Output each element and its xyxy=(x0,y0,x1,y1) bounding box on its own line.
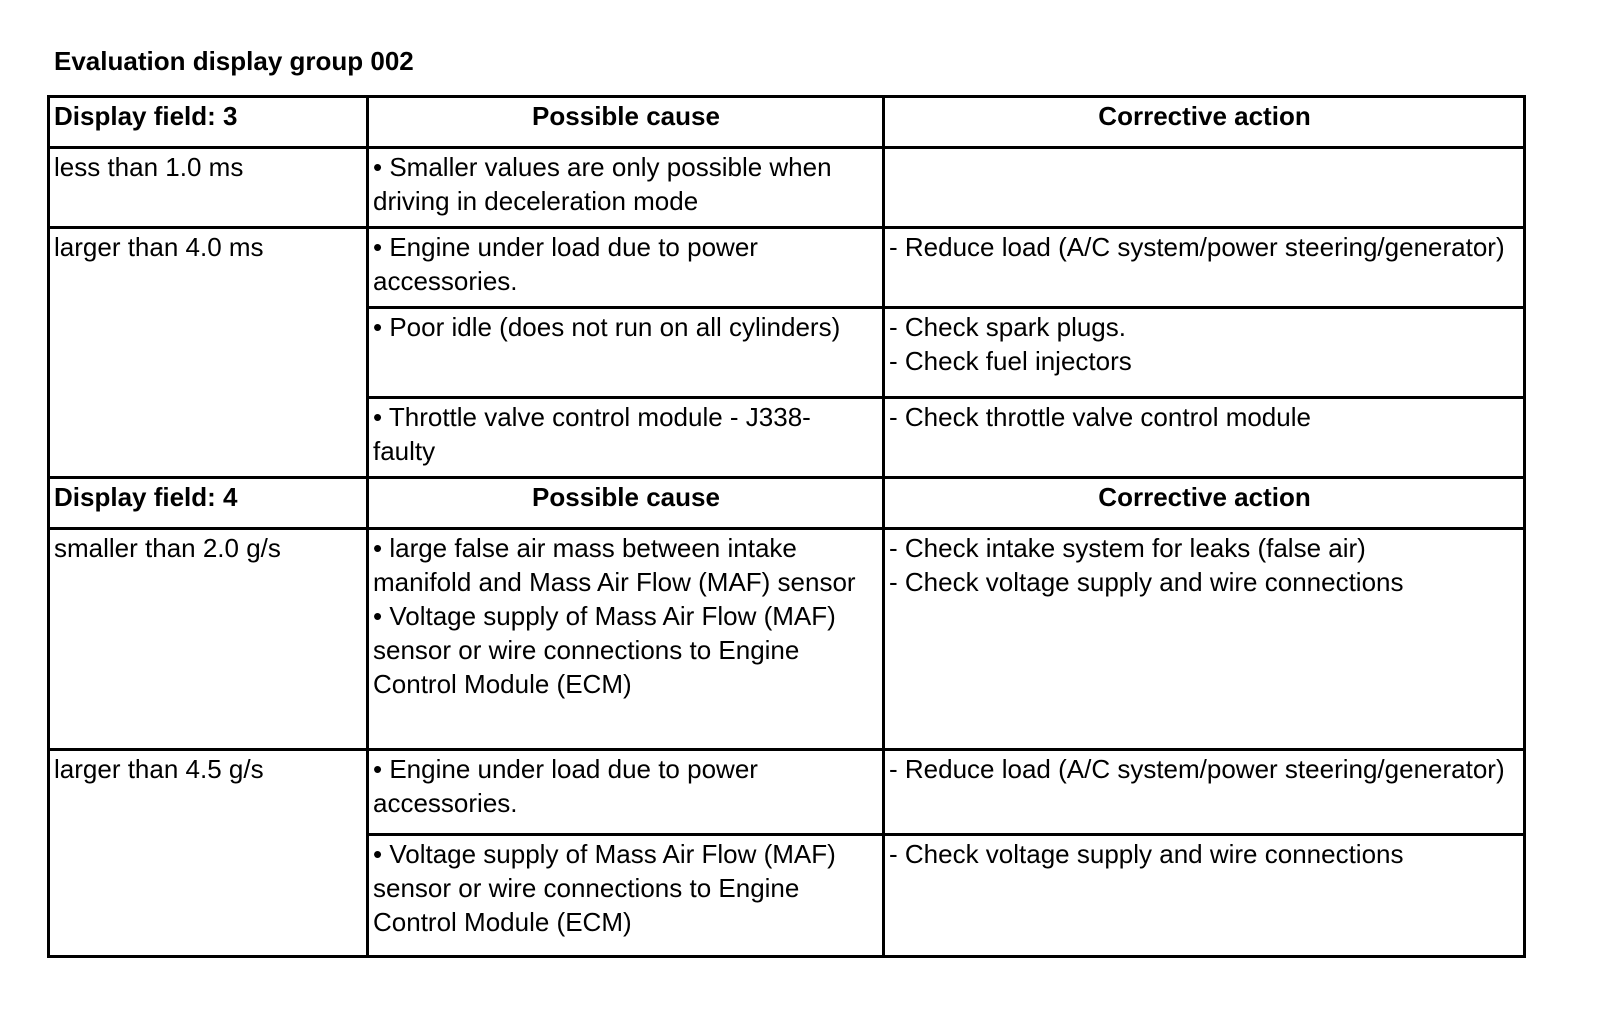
action-cell xyxy=(884,308,1525,398)
action-cell xyxy=(884,148,1525,228)
possible-cause-header: Possible cause xyxy=(368,478,884,529)
cause-line: • Voltage supply of Mass Air Flow (MAF) sensor or wire connections to Engine Control Module (ECM) xyxy=(373,601,844,699)
action-line: - Reduce load (A/C system/power steering/generator) xyxy=(889,754,1505,784)
condition-cell: less than 1.0 ms xyxy=(49,148,368,228)
table-row xyxy=(49,529,1525,750)
evaluation-table xyxy=(47,95,1526,958)
action-line: - Check throttle valve control module xyxy=(889,402,1311,432)
possible-cause-header: Possible cause xyxy=(368,97,884,148)
action-line: - Check voltage supply and wire connections xyxy=(889,839,1404,869)
cause-line: • large false air mass between intake manifold and Mass Air Flow (MAF) sensor xyxy=(373,533,856,597)
action-cell xyxy=(884,228,1525,308)
action-line: - Check spark plugs. xyxy=(889,312,1126,342)
cause-cell: • Poor idle (does not run on all cylinders) xyxy=(368,308,884,398)
condition-cell: larger than 4.5 g/s xyxy=(49,750,368,957)
section-header-row xyxy=(49,97,1525,148)
action-line: - Check intake system for leaks (false air) xyxy=(889,533,1366,563)
cause-cell xyxy=(368,529,884,750)
cause-cell: • Throttle valve control module - J338- faulty xyxy=(368,398,884,478)
condition-cell: larger than 4.0 ms xyxy=(49,228,368,478)
display-field-label: Display field: 4 xyxy=(49,478,368,529)
table-row xyxy=(49,148,1525,228)
condition-cell: smaller than 2.0 g/s xyxy=(49,529,368,750)
table-row xyxy=(49,228,1525,308)
display-field-label: Display field: 3 xyxy=(49,97,368,148)
corrective-action-header: Corrective action xyxy=(884,478,1525,529)
section-header-row xyxy=(49,478,1525,529)
cause-cell: • Engine under load due to power accessories. xyxy=(368,228,884,308)
action-line: - Check voltage supply and wire connections xyxy=(889,567,1404,597)
action-line: - Check fuel injectors xyxy=(889,346,1132,376)
document-title: Evaluation display group 002 xyxy=(54,46,414,76)
corrective-action-header: Corrective action xyxy=(884,97,1525,148)
action-cell xyxy=(884,750,1525,835)
cause-cell: • Engine under load due to power accessories. xyxy=(368,750,884,835)
cause-cell: • Voltage supply of Mass Air Flow (MAF) sensor or wire connections to Engine Control Module (ECM) xyxy=(368,835,884,957)
action-cell xyxy=(884,835,1525,957)
cause-cell: • Smaller values are only possible when driving in deceleration mode xyxy=(368,148,884,228)
action-line: - Reduce load (A/C system/power steering/generator) xyxy=(889,232,1505,262)
table-row xyxy=(49,750,1525,835)
action-cell xyxy=(884,398,1525,478)
action-cell xyxy=(884,529,1525,750)
